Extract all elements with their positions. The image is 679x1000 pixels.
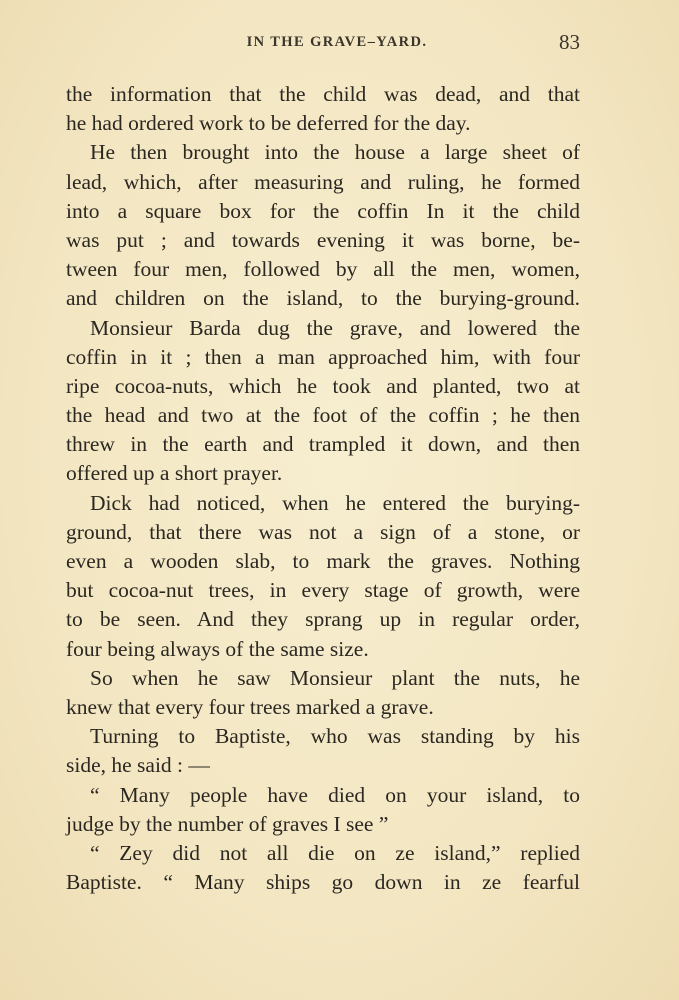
text-line: threw in the earth and trampled it down, and then bbox=[66, 432, 580, 457]
text-line: coffin in it ; then a man approached him, with four bbox=[66, 344, 580, 369]
text-line: “ Zey did not all die on ze island,” replied bbox=[90, 840, 580, 865]
text-line: ripe cocoa-nuts, which he took and planted, two at bbox=[66, 373, 580, 398]
text-line: He then brought into the house a large sheet of bbox=[90, 140, 580, 165]
text-line: side, he said : — bbox=[66, 753, 210, 778]
text-line: into a square box for the coffin In it the child bbox=[66, 198, 580, 223]
running-title: IN THE GRAVE–YARD. bbox=[246, 34, 428, 50]
text-line: ground, that there was not a sign of a stone, or bbox=[66, 519, 580, 544]
running-head bbox=[66, 30, 580, 54]
text-line: Dick had noticed, when he entered the burying- bbox=[90, 490, 580, 515]
text-line: was put ; and towards evening it was borne, be- bbox=[66, 227, 580, 252]
text-line: and children on the island, to the burying-ground. bbox=[66, 286, 580, 311]
text-line: four being always of the same size. bbox=[66, 636, 369, 661]
text-line: “ Many people have died on your island, to bbox=[90, 782, 580, 807]
text-line: Baptiste. “ Many ships go down in ze fearful bbox=[66, 870, 580, 895]
text-line: judge by the number of graves I see ” bbox=[66, 811, 389, 836]
page-number: 83 bbox=[559, 30, 580, 54]
text-line: the information that the child was dead, and that bbox=[66, 82, 580, 106]
body-text bbox=[66, 80, 580, 897]
text-line: knew that every four trees marked a grave. bbox=[66, 694, 434, 719]
text-line: tween four men, followed by all the men, women, bbox=[66, 257, 580, 282]
text-line: to be seen. And they sprang up in regular order, bbox=[66, 607, 580, 632]
text-line: even a wooden slab, to mark the graves. Nothing bbox=[66, 549, 580, 573]
text-line: Monsieur Barda dug the grave, and lowered the bbox=[90, 315, 580, 340]
text-line: the head and two at the foot of the coffin ; he then bbox=[66, 403, 580, 428]
text-line: offered up a short prayer. bbox=[66, 461, 283, 486]
text-line: but cocoa-nut trees, in every stage of growth, were bbox=[66, 578, 580, 603]
text-line: So when he saw Monsieur plant the nuts, he bbox=[90, 665, 580, 690]
text-line: Turning to Baptiste, who was standing by his bbox=[90, 724, 580, 749]
text-line: lead, which, after measuring and ruling, he formed bbox=[66, 169, 580, 194]
text-line: he had ordered work to be deferred for the day. bbox=[66, 111, 471, 136]
